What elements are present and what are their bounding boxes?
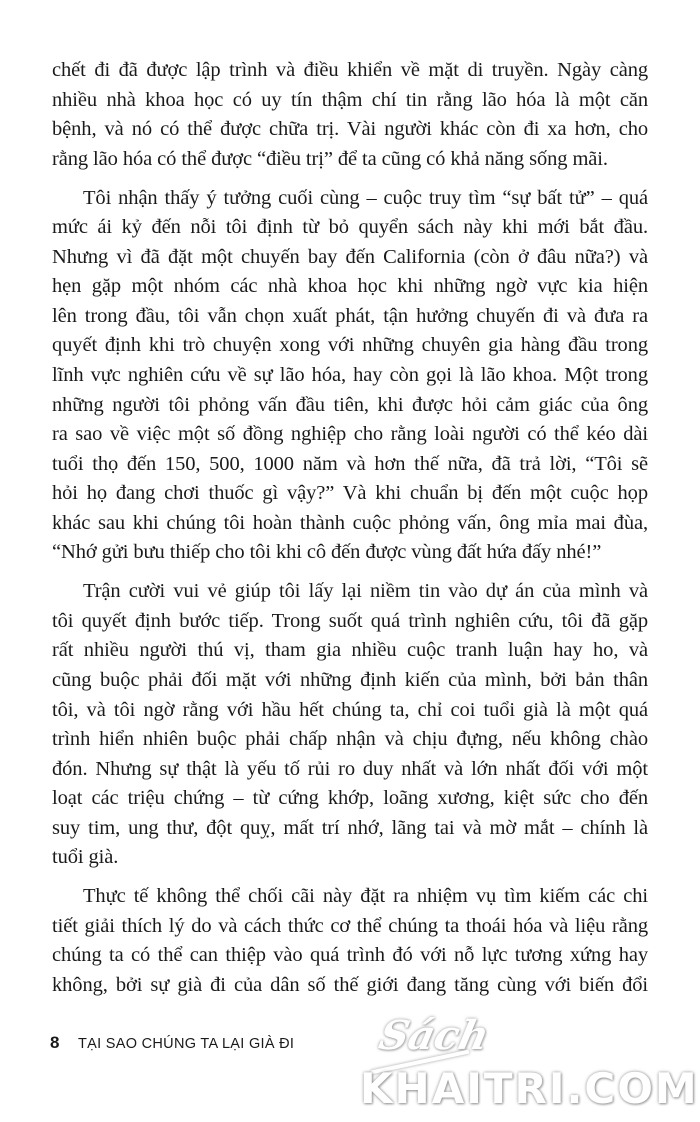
text-line: rằng lão hóa có thể được “điều trị” để ta cũng có khả năng sống mãi. bbox=[52, 147, 608, 170]
text-line: chúng ta có thể can thiệp vào quá trình đó với nỗ lực tương xứng hay bbox=[52, 944, 648, 967]
text-line: cũng buộc phải đối mặt với những định kiến của mình, bởi bản thân bbox=[52, 669, 648, 691]
text-line: ra sao về việc một số đồng nghiệp cho rằng loài người có thể kéo dài bbox=[52, 423, 648, 446]
text-line: bệnh, và nó có thể được chữa trị. Vài người khác còn đi xa hơn, cho bbox=[52, 118, 648, 141]
text-line: hẹn gặp một nhóm các nhà khoa học khi những ngờ vực kia hiện bbox=[52, 275, 648, 298]
text-line: những người tôi phỏng vấn đầu tiên, khi được hỏi cảm giác của ông bbox=[52, 393, 648, 416]
text-line: loạt các triệu chứng – từ cứng khớp, loãng xương, kiệt sức cho đến bbox=[52, 787, 648, 810]
text-line: “Nhớ gửi bưu thiếp cho tôi khi cô đến được vùng đất hứa đấy nhé!” bbox=[52, 541, 602, 564]
text-line: khác sau khi chúng tôi hoàn thành cuộc phỏng vấn, ông mỉa mai đùa, bbox=[52, 511, 648, 534]
text-line: rất nhiều người thú vị, tham gia nhiều cuộc tranh luận hay ho, và bbox=[52, 639, 648, 662]
text-line: tuổi già. bbox=[52, 846, 119, 869]
text-line: tuổi thọ đến 150, 500, 1000 năm và hơn thế nữa, đã trả lời, “Tôi sẽ bbox=[52, 452, 648, 475]
text-line: hỏi họ đang chơi thuốc gì vậy?” Và khi chuẩn bị đến một cuộc họp bbox=[52, 482, 648, 505]
text-line: tôi quyết định bước tiếp. Trong suốt quá trình nghiên cứu, tôi đã gặp bbox=[52, 609, 648, 632]
text-line: tôi, và tôi ngờ rằng với hầu hết chúng ta, chỉ coi tuổi già là một quá bbox=[52, 698, 648, 721]
text-line: đón. Nhưng sự thật là yếu tố rủi ro duy nhất và lớn nhất đối với một bbox=[52, 757, 648, 780]
text-line: suy tim, ung thư, đột quỵ, mất trí nhớ, lãng tai và mờ mắt – chính là bbox=[52, 816, 648, 839]
text-line: lĩnh vực nghiên cứu về sự lão hóa, hay còn gọi là lão khoa. Một trong bbox=[52, 364, 648, 386]
text-line: Tôi nhận thấy ý tưởng cuối cùng – cuộc truy tìm “sự bất tử” – quá bbox=[83, 186, 648, 209]
watermark-script-text: Sách bbox=[375, 1012, 494, 1059]
text-line: nhiều nhà khoa học có uy tín thậm chí tin rằng lão hóa là một căn bbox=[52, 88, 648, 111]
watermark-main-text: KHAITRI.COM bbox=[360, 1064, 699, 1113]
text-line: lên trong đầu, tôi vẫn chọn xuất phát, tận hưởng chuyến đi và đưa ra bbox=[52, 304, 648, 327]
page-number: 8 bbox=[50, 1033, 60, 1052]
text-line: trình hiển nhiên buộc phải chấp nhận và chịu đựng, nếu không chào bbox=[52, 728, 648, 751]
text-line: Nhưng vì đã đặt một chuyến bay đến California (còn ở đâu nữa?) và bbox=[52, 245, 648, 268]
page-footer bbox=[50, 1031, 294, 1055]
text-line: không, bởi sự già đi của dân số thế giới đang tăng cùng với biến đổi bbox=[52, 974, 648, 996]
text-line: chết đi đã được lập trình và điều khiển về mặt di truyền. Ngày càng bbox=[52, 59, 648, 81]
text-line: quyết định khi trò chuyện xong với những chuyên gia hàng đầu trong bbox=[52, 334, 648, 357]
text-line: Trận cười vui vẻ giúp tôi lấy lại niềm tin vào dự án của mình và bbox=[83, 580, 648, 603]
text-line: Thực tế không thể chối cãi này đặt ra nhiệm vụ tìm kiếm các chi bbox=[83, 885, 648, 908]
running-title: TẠI SAO CHÚNG TA LẠI GIÀ ĐI bbox=[78, 1036, 295, 1052]
watermark-logo bbox=[360, 1012, 699, 1120]
text-line: tiết giải thích lý do và cách thức cơ thể chúng ta thoái hóa và liệu rằng bbox=[52, 914, 648, 937]
text-line: mức ái kỷ đến nỗi tôi định từ bỏ quyển sách này khi mới bắt đầu. bbox=[52, 216, 648, 239]
